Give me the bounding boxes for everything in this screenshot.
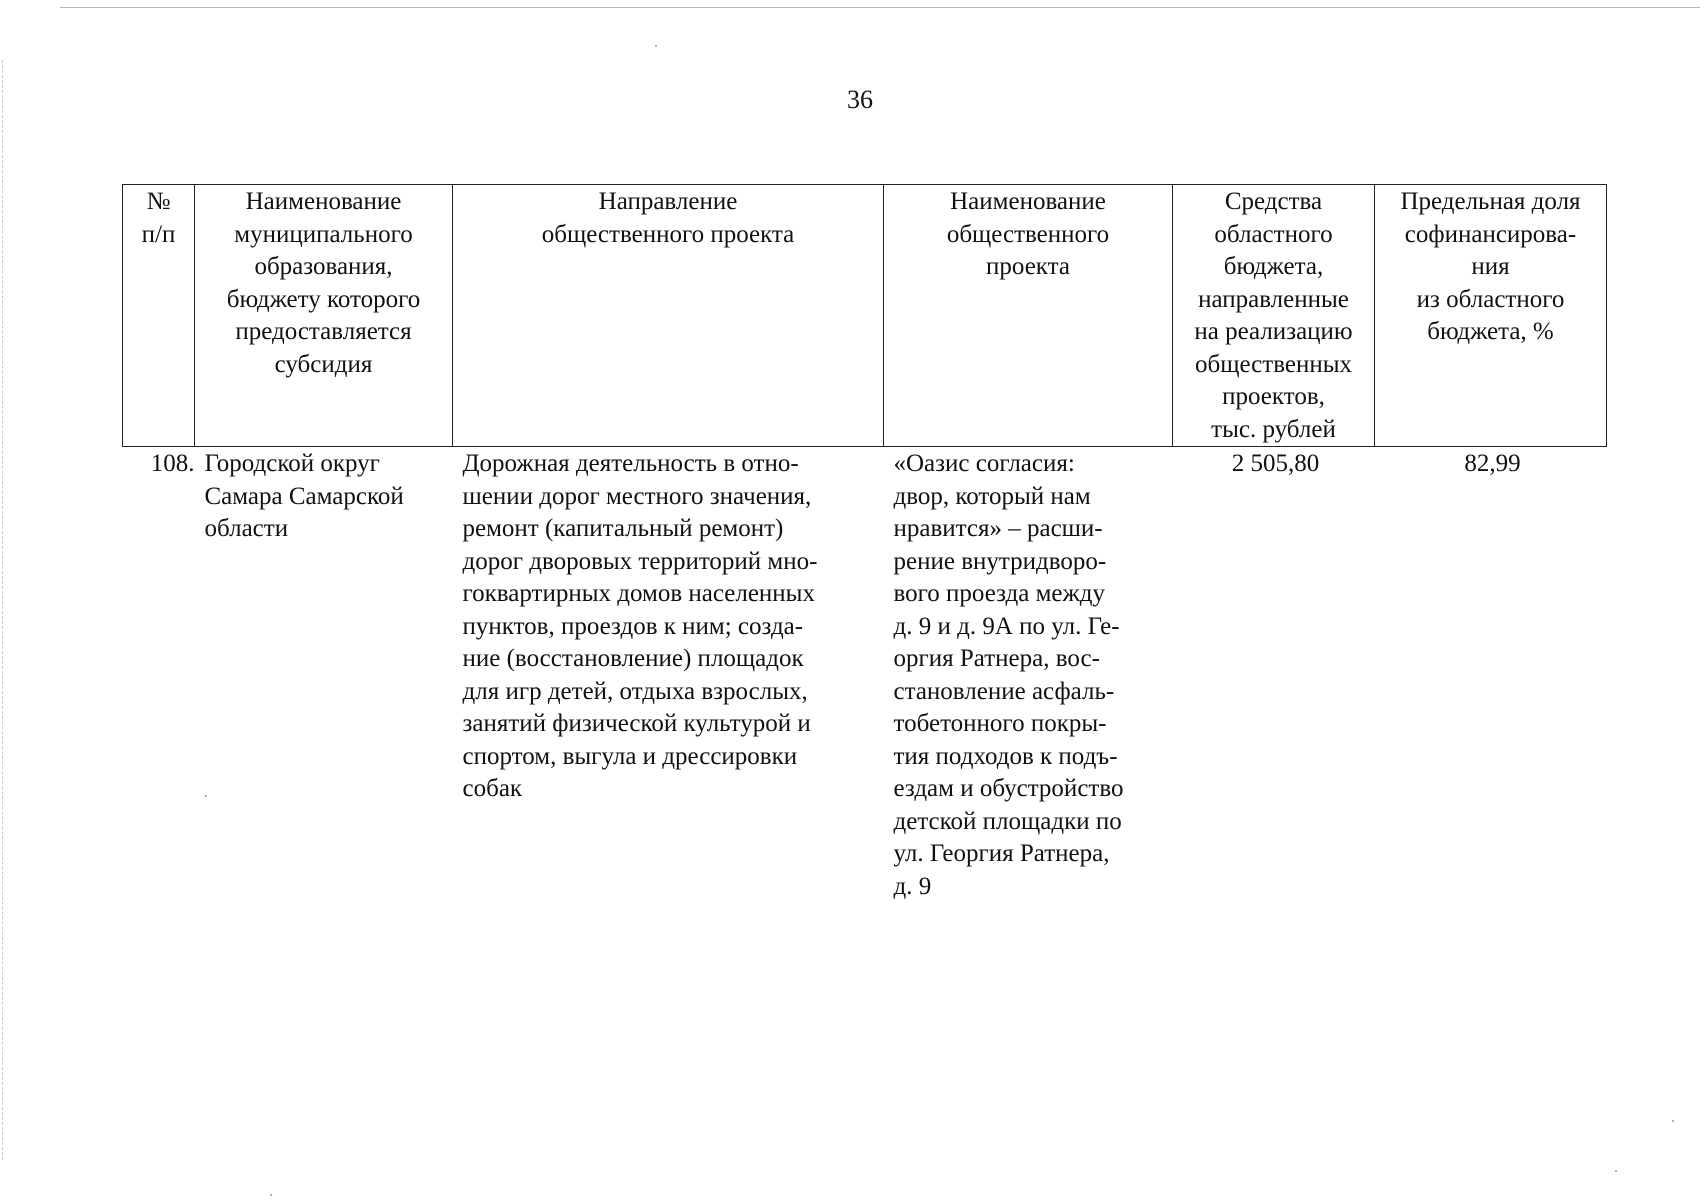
table-body xyxy=(123,447,1607,904)
row-direction-text: Дорожная деятельность в отно- шении дорог местного значения, ремонт (капитальный ремонт) дорог дворовых территорий мно- гоквартирных домов населенных пунктов, проездов к ним; созда- ние (восстановление) площадок для игр детей, отдыха взрослых, занятий физической культурой и спортом, выгула и дрессировки собак xyxy=(462,450,818,802)
scan-speck xyxy=(1615,1170,1617,1172)
row-share-text: 82,99 xyxy=(1464,450,1521,477)
header-municipality xyxy=(195,185,453,447)
subsidy-table xyxy=(122,184,1607,903)
header-project-name xyxy=(884,185,1173,447)
row-project-name-text: «Оазис согласия: двор, который нам нравится» – расши- рение внутридворо- вого проезда между д. 9 и д. 9А по ул. Ге- оргия Ратнера, вос- становление асфаль- тобетонного покры- тия подходов к подъ- ездам и обустройство детской площадки по ул. Георгия Ратнера, д. 9 xyxy=(893,450,1124,900)
header-project-name-text: Наименование общественного проекта xyxy=(946,188,1110,280)
header-share xyxy=(1375,185,1607,447)
row-funds xyxy=(1173,447,1375,904)
header-number-text: № п/п xyxy=(141,188,176,248)
header-funds-text: Средства областного бюджета, направленные на реализацию общественных проектов, тыс. рублей xyxy=(1194,188,1353,443)
header-number xyxy=(123,185,195,447)
header-direction xyxy=(453,185,884,447)
header-share-text: Предельная доля софинансирова- ния из областного бюджета, % xyxy=(1400,188,1581,345)
row-share xyxy=(1375,447,1607,904)
row-number-text: 108. xyxy=(150,450,195,477)
row-project-name xyxy=(884,447,1173,904)
scan-speck xyxy=(655,45,657,47)
scan-speck xyxy=(1672,1120,1674,1122)
page-number: 36 xyxy=(847,85,873,114)
header-row xyxy=(123,185,1607,447)
scan-speck xyxy=(205,795,207,797)
row-number xyxy=(123,447,195,904)
scan-top-edge xyxy=(60,7,1700,8)
header-funds xyxy=(1173,185,1375,447)
header-municipality-text: Наименование муниципального образования, бюджету которого предоставляется субсидия xyxy=(226,188,421,378)
scan-speck xyxy=(270,1194,272,1196)
row-municipality-text: Городской округ Самара Самарской области xyxy=(204,450,404,542)
header-direction-text: Направление общественного проекта xyxy=(541,188,795,248)
row-funds-text: 2 505,80 xyxy=(1231,450,1320,477)
scan-left-edge xyxy=(2,60,3,1160)
row-municipality xyxy=(195,447,453,904)
row-direction xyxy=(453,447,884,904)
table-header xyxy=(123,185,1607,447)
table-row xyxy=(123,447,1607,904)
